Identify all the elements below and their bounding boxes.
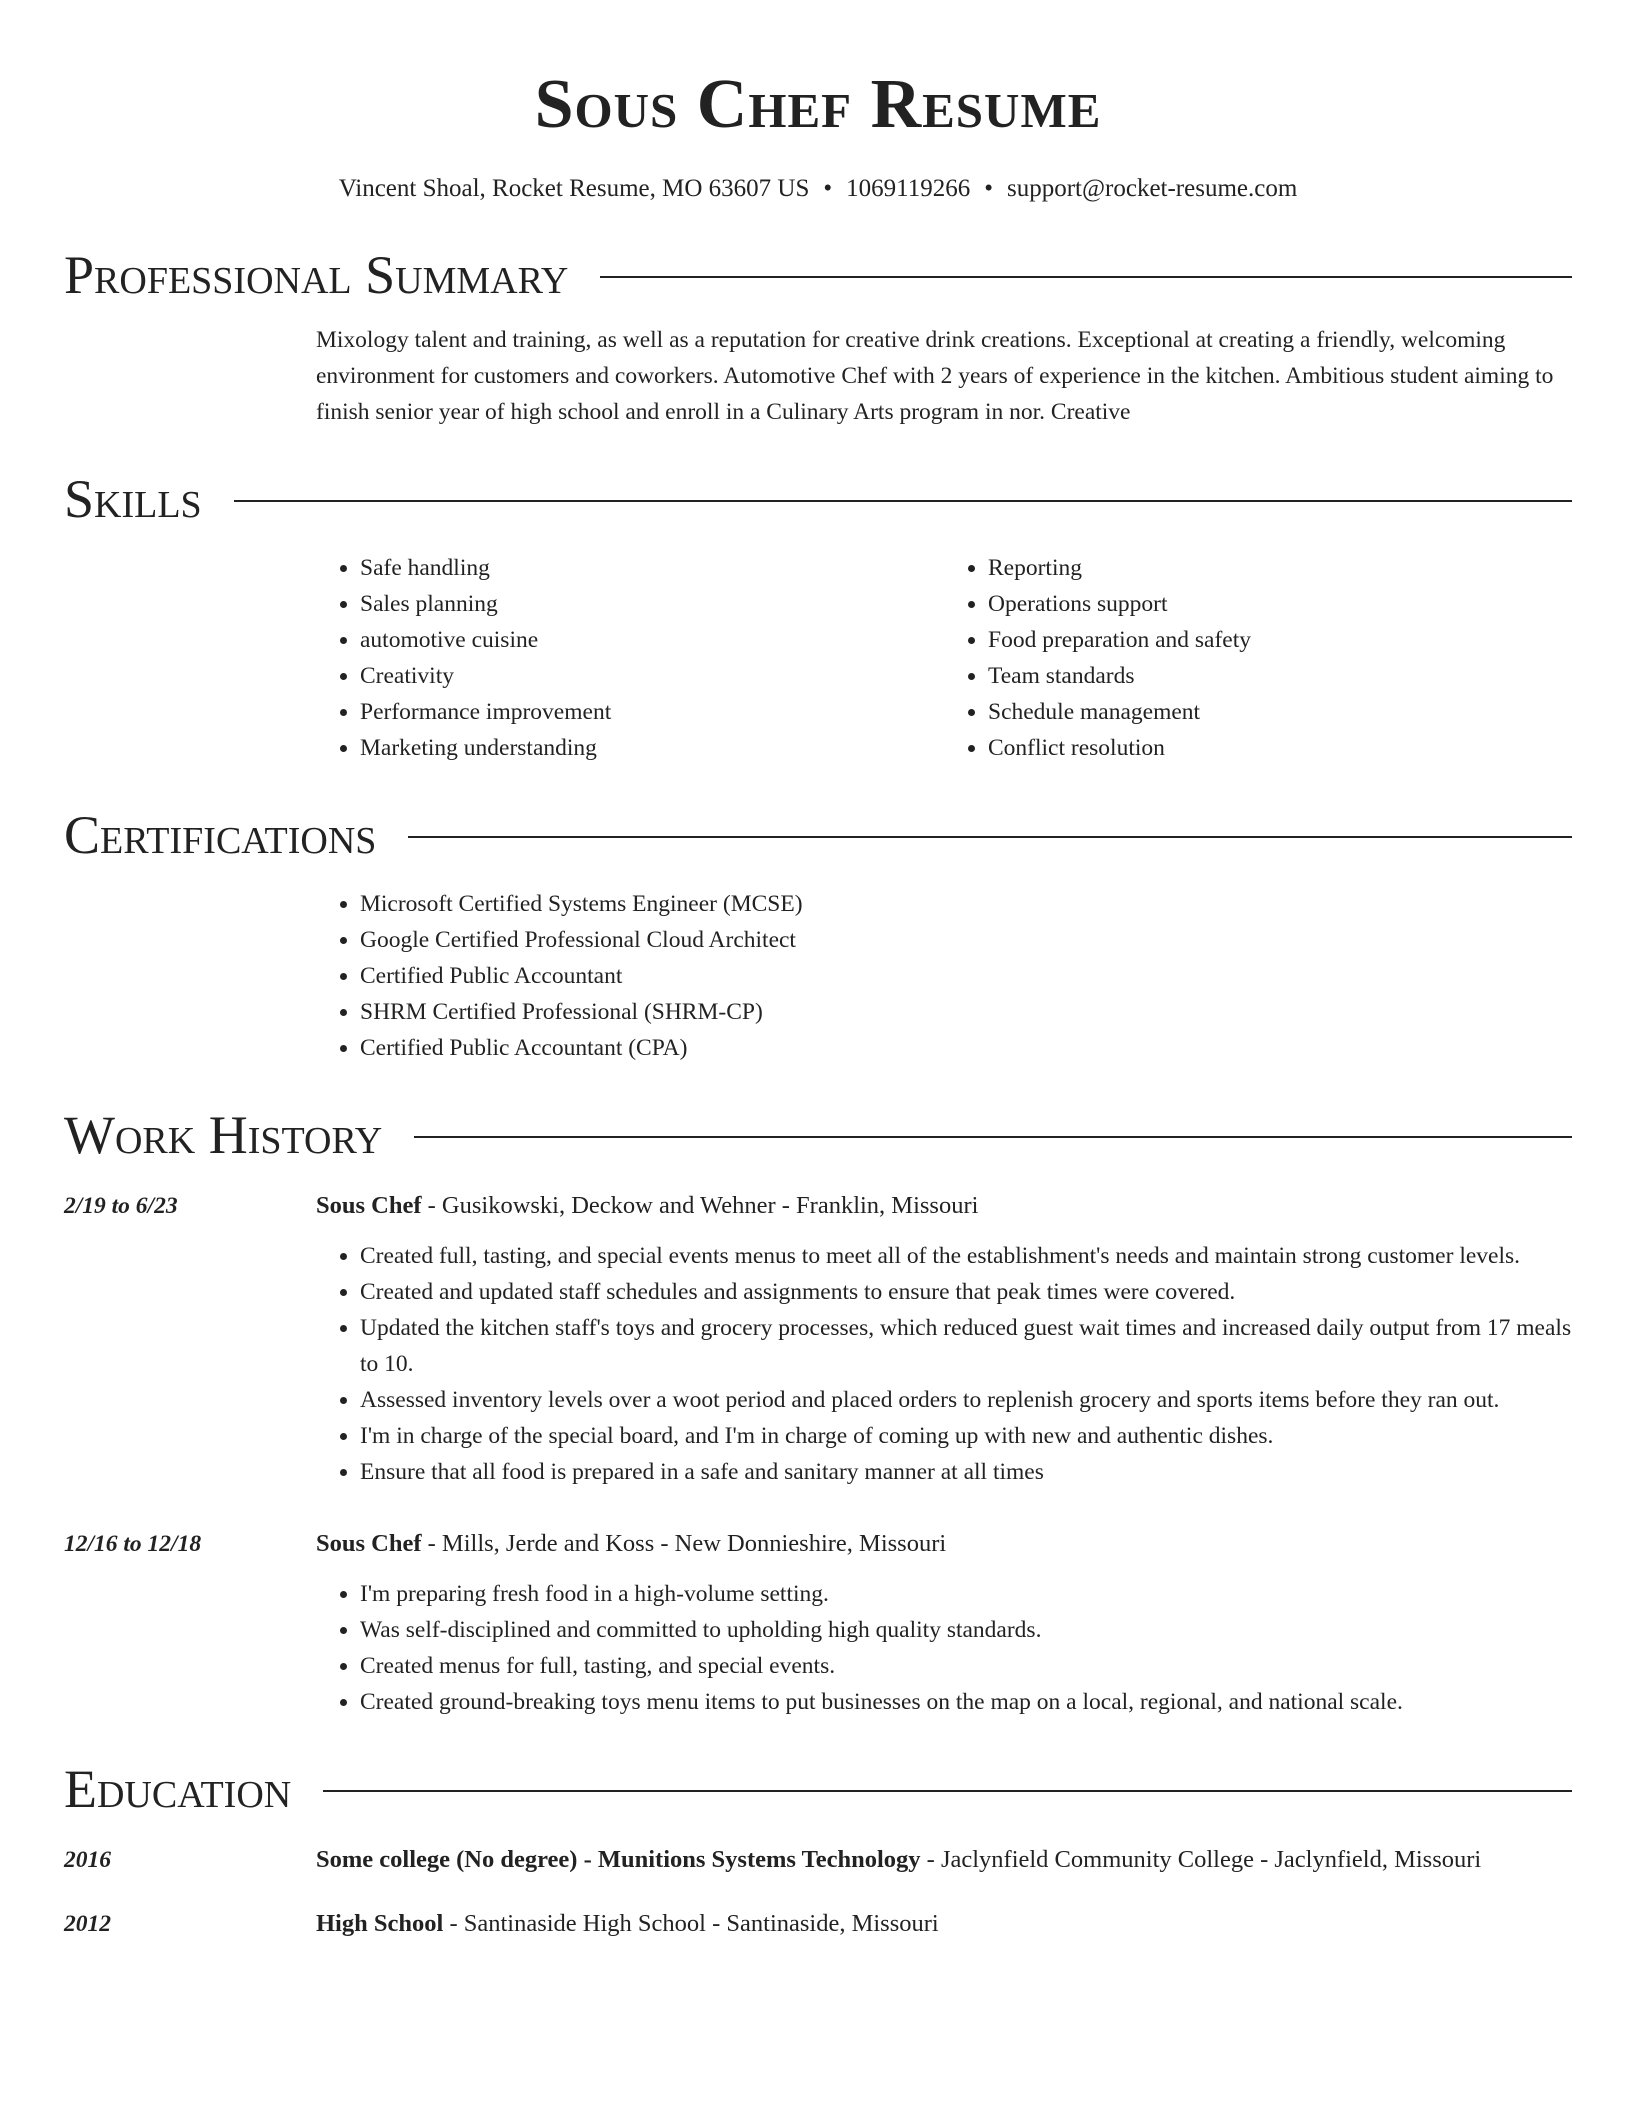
education-degree: Some college (No degree) - Munitions Systems Technology bbox=[316, 1846, 921, 1873]
skill-item: • Team standards bbox=[988, 658, 1572, 694]
section-divider bbox=[600, 276, 1572, 278]
certification-item: • Certified Public Accountant bbox=[360, 958, 1572, 994]
job-bullet: • Created full, tasting, and special events menus to meet all of the establishment's needs and maintain strong customer levels. bbox=[360, 1238, 1572, 1274]
certification-item: • Google Certified Professional Cloud Architect bbox=[360, 922, 1572, 958]
education-entry bbox=[64, 1904, 1572, 1944]
skill-item: • Creativity bbox=[360, 658, 944, 694]
certifications-section-header bbox=[64, 802, 1572, 868]
job-entry bbox=[64, 1186, 1572, 1490]
job-bullet: • Created ground-breaking toys menu items to put businesses on the map on a local, regional, and national scale. bbox=[360, 1684, 1572, 1720]
job-bullet: • Created and updated staff schedules and assignments to ensure that peak times were covered. bbox=[360, 1274, 1572, 1310]
skills-column-right bbox=[944, 550, 1572, 766]
skill-item: • automotive cuisine bbox=[360, 622, 944, 658]
education-date: 2012 bbox=[64, 1911, 111, 1937]
education-date: 2016 bbox=[64, 1847, 111, 1873]
section-divider bbox=[408, 836, 1572, 838]
education-degree: High School bbox=[316, 1910, 444, 1937]
job-bullet: • Updated the kitchen staff's toys and grocery processes, which reduced guest wait times and increased daily output from 17 meals to 10. bbox=[360, 1310, 1572, 1382]
education-school: - Santinaside High School - Santinaside, Missouri bbox=[443, 1910, 939, 1937]
job-bullet: • Was self-disciplined and committed to upholding high quality standards. bbox=[360, 1612, 1572, 1648]
contact-address: Vincent Shoal, Rocket Resume, MO 63607 US bbox=[338, 175, 810, 202]
job-entry bbox=[64, 1524, 1572, 1720]
education-details bbox=[316, 1840, 1572, 1880]
contact-separator: • bbox=[823, 175, 833, 202]
certifications-list bbox=[316, 886, 1572, 1066]
job-employer: - Gusikowski, Deckow and Wehner - Franklin, Missouri bbox=[421, 1192, 979, 1219]
skill-item: • Conflict resolution bbox=[988, 730, 1572, 766]
summary-text: Mixology talent and training, as well as a reputation for creative drink creations. Exceptional at creating a friendly, welcoming environment for customers and coworkers. Automotive Chef with 2 years of experience in the kitchen. Ambitious student aiming to finish senior year of high school and enroll in a Culinary Arts program in nor. Creative bbox=[316, 327, 1554, 425]
contact-phone: 1069119266 bbox=[846, 175, 971, 202]
skill-item: • Marketing understanding bbox=[360, 730, 944, 766]
job-title: Sous Chef bbox=[316, 1192, 422, 1219]
skill-item: • Schedule management bbox=[988, 694, 1572, 730]
job-bullet: • I'm in charge of the special board, and I'm in charge of coming up with new and authentic dishes. bbox=[360, 1418, 1572, 1454]
job-bullet: • I'm preparing fresh food in a high-volume setting. bbox=[360, 1576, 1572, 1612]
section-divider bbox=[234, 500, 1572, 502]
contact-line bbox=[64, 172, 1572, 206]
skills-heading: Skills bbox=[64, 469, 202, 529]
job-employer: - Mills, Jerde and Koss - New Donnieshire, Missouri bbox=[421, 1530, 947, 1557]
job-bullet: • Assessed inventory levels over a woot period and placed orders to replenish grocery and sports items before they ran out. bbox=[360, 1382, 1572, 1418]
work-heading: Work History bbox=[64, 1105, 383, 1165]
education-section-header bbox=[64, 1756, 1572, 1822]
summary-heading: Professional Summary bbox=[64, 245, 569, 305]
skills-list bbox=[316, 550, 1572, 766]
job-headline bbox=[316, 1524, 1572, 1564]
certification-item: • SHRM Certified Professional (SHRM-CP) bbox=[360, 994, 1572, 1030]
job-bullets bbox=[316, 1576, 1572, 1720]
skill-item: • Operations support bbox=[988, 586, 1572, 622]
education-details bbox=[316, 1904, 1572, 1944]
certifications-heading: Certifications bbox=[64, 805, 377, 865]
education-entry bbox=[64, 1840, 1572, 1880]
work-section-header bbox=[64, 1102, 1572, 1168]
job-bullet: • Ensure that all food is prepared in a safe and sanitary manner at all times bbox=[360, 1454, 1572, 1490]
certification-item: • Certified Public Accountant (CPA) bbox=[360, 1030, 1572, 1066]
section-divider bbox=[414, 1136, 1572, 1138]
skill-item: • Reporting bbox=[988, 550, 1572, 586]
certification-item: • Microsoft Certified Systems Engineer (MCSE) bbox=[360, 886, 1572, 922]
section-divider bbox=[323, 1790, 1572, 1792]
resume-page bbox=[64, 0, 1572, 1944]
skill-item: • Food preparation and safety bbox=[988, 622, 1572, 658]
contact-email[interactable]: support@rocket-resume.com bbox=[1007, 175, 1298, 202]
contact-separator: • bbox=[984, 175, 993, 202]
skill-item: • Performance improvement bbox=[360, 694, 944, 730]
job-headline bbox=[316, 1186, 1572, 1226]
skills-section-header bbox=[64, 466, 1572, 532]
skills-column-left bbox=[316, 550, 944, 766]
job-bullets bbox=[316, 1238, 1572, 1490]
job-date: 12/16 to 12/18 bbox=[64, 1531, 202, 1557]
summary-section-header bbox=[64, 242, 1572, 308]
resume-title: Sous Chef Resume bbox=[534, 66, 1102, 143]
job-title: Sous Chef bbox=[316, 1530, 422, 1557]
education-heading: Education bbox=[64, 1759, 292, 1819]
job-date: 2/19 to 6/23 bbox=[64, 1193, 178, 1219]
skill-item: • Sales planning bbox=[360, 586, 944, 622]
education-school: - Jaclynfield Community College - Jaclynfield, Missouri bbox=[920, 1846, 1482, 1873]
job-bullet: • Created menus for full, tasting, and special events. bbox=[360, 1648, 1572, 1684]
skill-item: • Safe handling bbox=[360, 550, 944, 586]
